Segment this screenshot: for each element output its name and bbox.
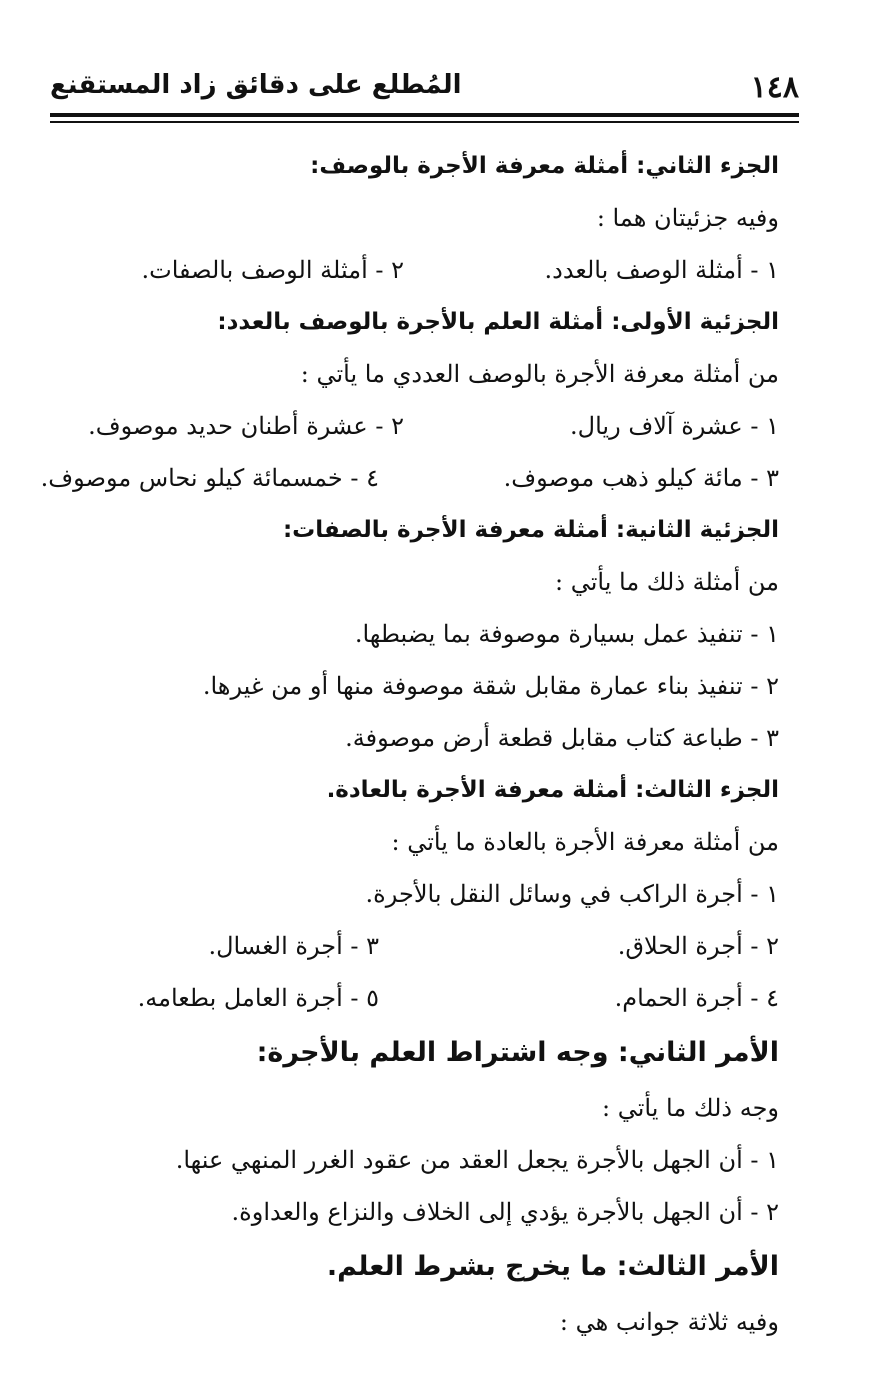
list-item: ٢ - أمثلة الوصف بالصفات. bbox=[141, 256, 404, 284]
list-item: ٢ - أن الجهل بالأجرة يؤدي إلى الخلاف والنزاع والعداوة. bbox=[231, 1198, 779, 1226]
list-item: ٢ - أجرة الحلاق. bbox=[617, 932, 779, 960]
paragraph: وفيه ثلاثة جوانب هي : bbox=[559, 1308, 779, 1336]
paragraph: وفيه جزئيتان هما : bbox=[596, 204, 779, 232]
list-row bbox=[48, 972, 779, 1024]
list-item: ٤ - أجرة الحمام. bbox=[614, 984, 779, 1012]
list-row bbox=[48, 400, 779, 452]
section-heading: الجزء الثاني: أمثلة معرفة الأجرة بالوصف: bbox=[310, 153, 779, 179]
header-rule-thick bbox=[50, 113, 799, 117]
major-heading: الأمر الثالث: ما يخرج بشرط العلم. bbox=[326, 1251, 779, 1282]
list-item: ٥ - أجرة العامل بطعامه. bbox=[137, 984, 379, 1012]
list-row bbox=[48, 920, 779, 972]
paragraph: وجه ذلك ما يأتي : bbox=[602, 1094, 779, 1122]
running-title: المُطلع على دقائق زاد المستقنع bbox=[50, 70, 462, 100]
paragraph: من أمثلة معرفة الأجرة بالعادة ما يأتي : bbox=[391, 828, 779, 856]
list-item: ١ - عشرة آلاف ريال. bbox=[570, 412, 779, 440]
list-item: ١ - تنفيذ عمل بسيارة موصوفة بما يضبطها. bbox=[354, 620, 779, 648]
list-item: ٣ - طباعة كتاب مقابل قطعة أرض موصوفة. bbox=[345, 724, 779, 752]
list-item: ٣ - مائة كيلو ذهب موصوف. bbox=[503, 464, 779, 492]
page-header bbox=[50, 62, 799, 112]
major-heading: الأمر الثاني: وجه اشتراط العلم بالأجرة: bbox=[256, 1037, 779, 1068]
header-rule-thin bbox=[50, 121, 799, 123]
section-heading: الجزئية الثانية: أمثلة معرفة الأجرة بالصفات: bbox=[282, 517, 779, 543]
section-heading: الجزء الثالث: أمثلة معرفة الأجرة بالعادة. bbox=[326, 777, 779, 803]
list-item: ١ - أمثلة الوصف بالعدد. bbox=[544, 256, 779, 284]
paragraph: من أمثلة معرفة الأجرة بالوصف العددي ما يأتي : bbox=[300, 360, 779, 388]
list-item: ٣ - أجرة الغسال. bbox=[208, 932, 379, 960]
list-item: ١ - أجرة الراكب في وسائل النقل بالأجرة. bbox=[365, 880, 779, 908]
list-item: ٤ - خمسمائة كيلو نحاس موصوف. bbox=[40, 464, 379, 492]
page-number: ١٤٨ bbox=[750, 70, 799, 105]
list-row bbox=[48, 244, 779, 296]
section-heading: الجزئية الأولى: أمثلة العلم بالأجرة بالوصف بالعدد: bbox=[217, 309, 779, 335]
page-body bbox=[40, 140, 779, 1348]
list-item: ٢ - تنفيذ بناء عمارة مقابل شقة موصوفة منها أو من غيرها. bbox=[202, 672, 779, 700]
paragraph: من أمثلة ذلك ما يأتي : bbox=[554, 568, 779, 596]
list-item: ٢ - عشرة أطنان حديد موصوف. bbox=[88, 412, 404, 440]
list-item: ١ - أن الجهل بالأجرة يجعل العقد من عقود الغرر المنهي عنها. bbox=[175, 1146, 779, 1174]
list-row bbox=[40, 452, 779, 504]
